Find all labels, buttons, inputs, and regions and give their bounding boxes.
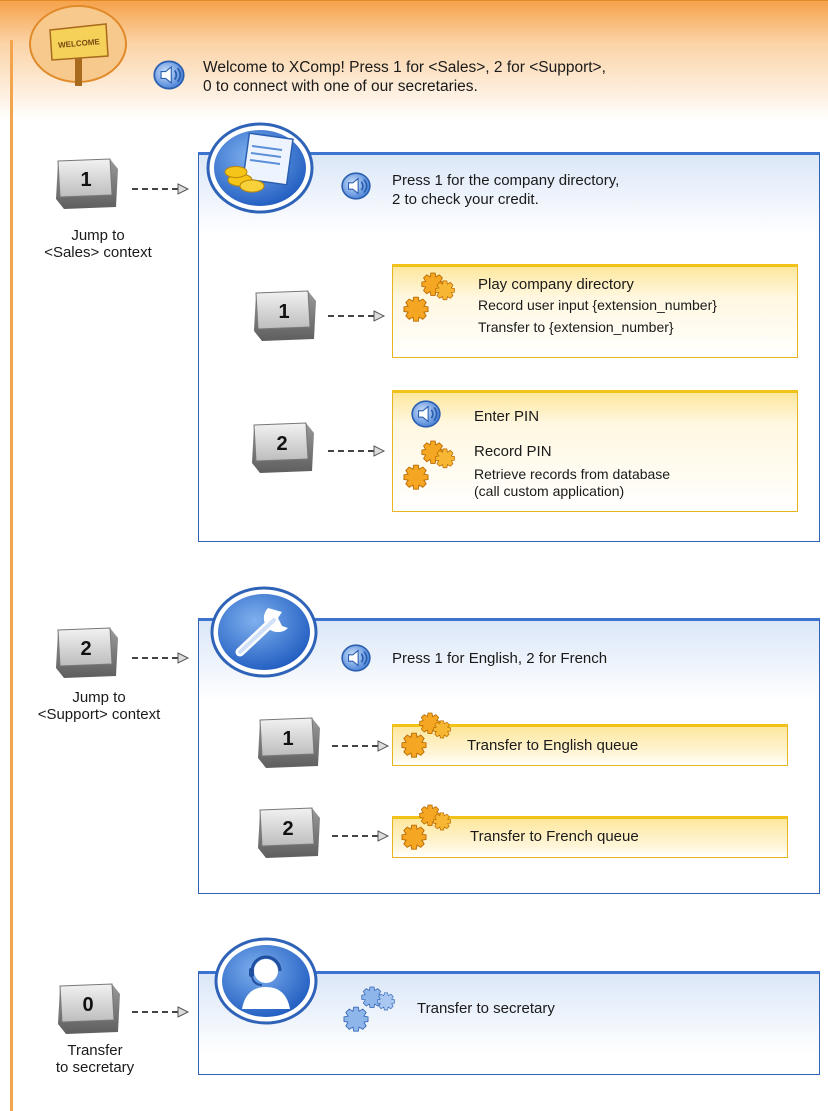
sales-option2-steps (474, 442, 670, 500)
secretary-label-line2: to secretary (55, 1059, 135, 1076)
speaker-icon (410, 398, 442, 430)
sales-option1-key-label: 1 (278, 301, 290, 323)
sales-option2-key[interactable] (248, 419, 318, 477)
gears-icon (398, 440, 468, 498)
secretary-key-0-label: 0 (82, 994, 94, 1016)
secretary-label (10, 1042, 180, 1076)
support-option2-key[interactable] (254, 804, 324, 862)
sales-option2-step1: Enter PIN (474, 408, 540, 425)
welcome-sign-text: WELCOME (57, 37, 101, 50)
sales-option1-step3: Transfer to {extension_number} (478, 319, 674, 335)
sales-key-1-label: 1 (80, 169, 92, 191)
sales-option2-arrow (326, 444, 386, 456)
operator-icon (212, 935, 320, 1027)
money-icon (206, 122, 314, 214)
sales-key-1[interactable] (52, 155, 122, 213)
secretary-connector-arrow (130, 1005, 190, 1017)
sales-jump-label-line1: Jump to (71, 227, 125, 244)
secretary-label-line1: Transfer (67, 1042, 123, 1059)
gears-icon (396, 804, 460, 856)
sales-option1-arrow (326, 309, 386, 321)
support-jump-label (4, 689, 194, 723)
support-prompt: Press 1 for English, 2 for French (392, 650, 608, 667)
support-connector-arrow (130, 651, 190, 663)
support-option2-arrow (330, 829, 390, 841)
support-jump-label-line1: Jump to (72, 689, 126, 706)
sales-option1-step1: Play company directory (478, 276, 634, 293)
secretary-key-0[interactable] (54, 980, 124, 1038)
sales-jump-label-line2: <Sales> context (44, 244, 152, 261)
sales-prompt-line2: 2 to check your credit. (392, 191, 539, 208)
secretary-text: Transfer to secretary (417, 1000, 555, 1017)
support-option2-text: Transfer to French queue (470, 828, 639, 845)
sales-prompt-line1: Press 1 for the company directory, (392, 172, 620, 189)
sales-option2-step3: Retrieve records from database (474, 466, 671, 482)
speaker-icon (152, 58, 186, 92)
welcome-prompt-line1: Welcome to XComp! Press 1 for <Sales>, 2 for <Support>, (203, 59, 606, 76)
welcome-sign-icon (18, 4, 138, 86)
wrench-icon (210, 586, 318, 678)
sales-option1-step2: Record user input {extension_number} (478, 297, 717, 313)
gears-icon (396, 712, 460, 764)
support-option1-key-label: 1 (282, 728, 294, 750)
support-jump-label-line2: <Support> context (37, 706, 161, 723)
flow-line (10, 40, 13, 1111)
speaker-icon (340, 642, 372, 674)
sales-prompt (392, 171, 619, 209)
sales-option2-key-label: 2 (276, 433, 288, 455)
support-key-2-label: 2 (80, 638, 92, 660)
gears-icon (338, 986, 404, 1038)
sales-jump-label (8, 227, 188, 261)
support-option1-arrow (330, 739, 390, 751)
support-key-2[interactable] (52, 624, 122, 682)
welcome-prompt-line2: 0 to connect with one of our secretaries. (203, 78, 478, 95)
support-option1-text: Transfer to English queue (467, 737, 639, 754)
support-option1-key[interactable] (254, 714, 324, 772)
gears-icon (398, 272, 468, 330)
sales-option1-steps (478, 275, 717, 336)
welcome-prompt (203, 58, 606, 96)
speaker-icon (340, 170, 372, 202)
sales-option2-step4: (call custom application) (474, 483, 625, 499)
sales-option2-step2: Record PIN (474, 443, 552, 460)
support-option2-key-label: 2 (282, 818, 294, 840)
sales-connector-arrow (130, 182, 190, 194)
sales-option1-key[interactable] (250, 287, 320, 345)
